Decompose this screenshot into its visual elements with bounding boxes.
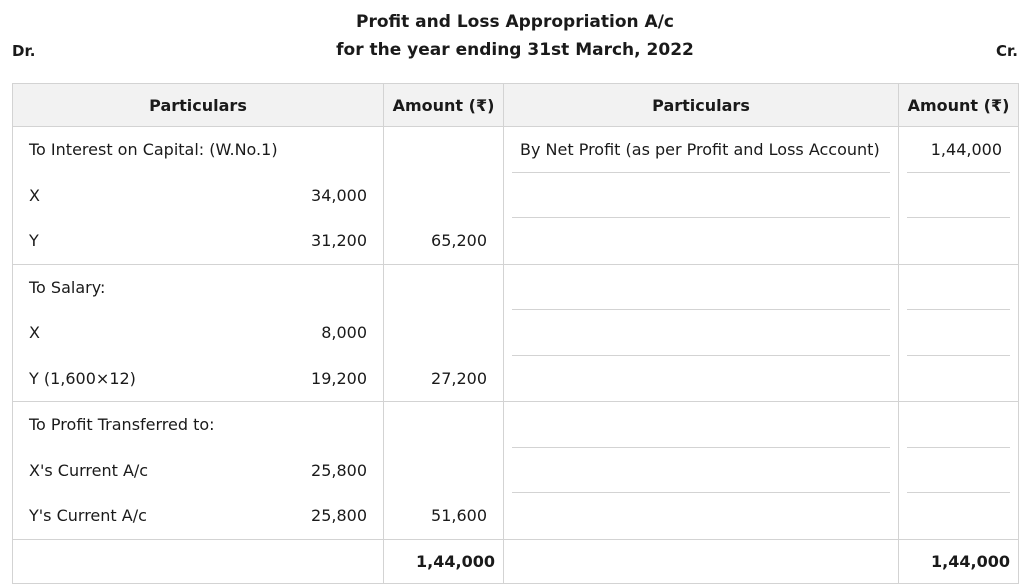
- profit-transfer-block: [13, 402, 384, 540]
- table-row: [13, 264, 1019, 402]
- table-row: [13, 402, 1019, 540]
- salary-x-value: 8,000: [321, 323, 367, 343]
- profit-x-value: 25,800: [311, 460, 367, 480]
- interest-x-label: X: [29, 185, 40, 205]
- debit-marker: Dr.: [12, 42, 36, 60]
- salary-amount-cell: [384, 264, 504, 402]
- salary-block: [13, 264, 384, 402]
- interest-y-label: Y: [29, 231, 39, 251]
- profit-x-label: X's Current A/c: [29, 460, 149, 480]
- table-row: [13, 127, 1019, 265]
- salary-y-value: 19,200: [311, 368, 367, 388]
- account-period: for the year ending 31st March, 2022: [336, 40, 694, 60]
- right-particulars-header: Particulars: [504, 84, 899, 127]
- profit-heading: To Profit Transferred to:: [29, 415, 215, 435]
- left-amount-header: Amount (₹): [384, 84, 504, 127]
- right-amount-header: Amount (₹): [899, 84, 1019, 127]
- interest-block: [13, 127, 384, 265]
- credit-grand-total: 1,44,000: [899, 539, 1019, 583]
- profit-y-value: 25,800: [311, 506, 367, 526]
- interest-total: 65,200: [431, 231, 487, 251]
- credit-marker: Cr.: [996, 42, 1018, 60]
- salary-total: 27,200: [431, 368, 487, 388]
- net-profit-value: 1,44,000: [907, 127, 1010, 173]
- salary-heading: To Salary:: [29, 277, 106, 297]
- debit-grand-total: 1,44,000: [384, 539, 504, 583]
- interest-y-value: 31,200: [311, 231, 367, 251]
- profit-amount-cell: [384, 402, 504, 540]
- account-title: Profit and Loss Appropriation A/c: [355, 12, 674, 32]
- table-header-row: [13, 84, 1019, 127]
- net-profit-label: By Net Profit (as per Profit and Loss Account): [520, 139, 880, 159]
- salary-y-label: Y (1,600×12): [29, 368, 136, 388]
- interest-amount-cell: [384, 127, 504, 265]
- left-particulars-header: Particulars: [13, 84, 384, 127]
- totals-row: [13, 539, 1019, 583]
- appropriation-table: [12, 83, 1019, 584]
- profit-y-label: Y's Current A/c: [29, 506, 147, 526]
- profit-total: 51,600: [431, 506, 487, 526]
- salary-x-label: X: [29, 323, 40, 343]
- interest-x-value: 34,000: [311, 185, 367, 205]
- interest-heading: To Interest on Capital: (W.No.1): [29, 140, 278, 160]
